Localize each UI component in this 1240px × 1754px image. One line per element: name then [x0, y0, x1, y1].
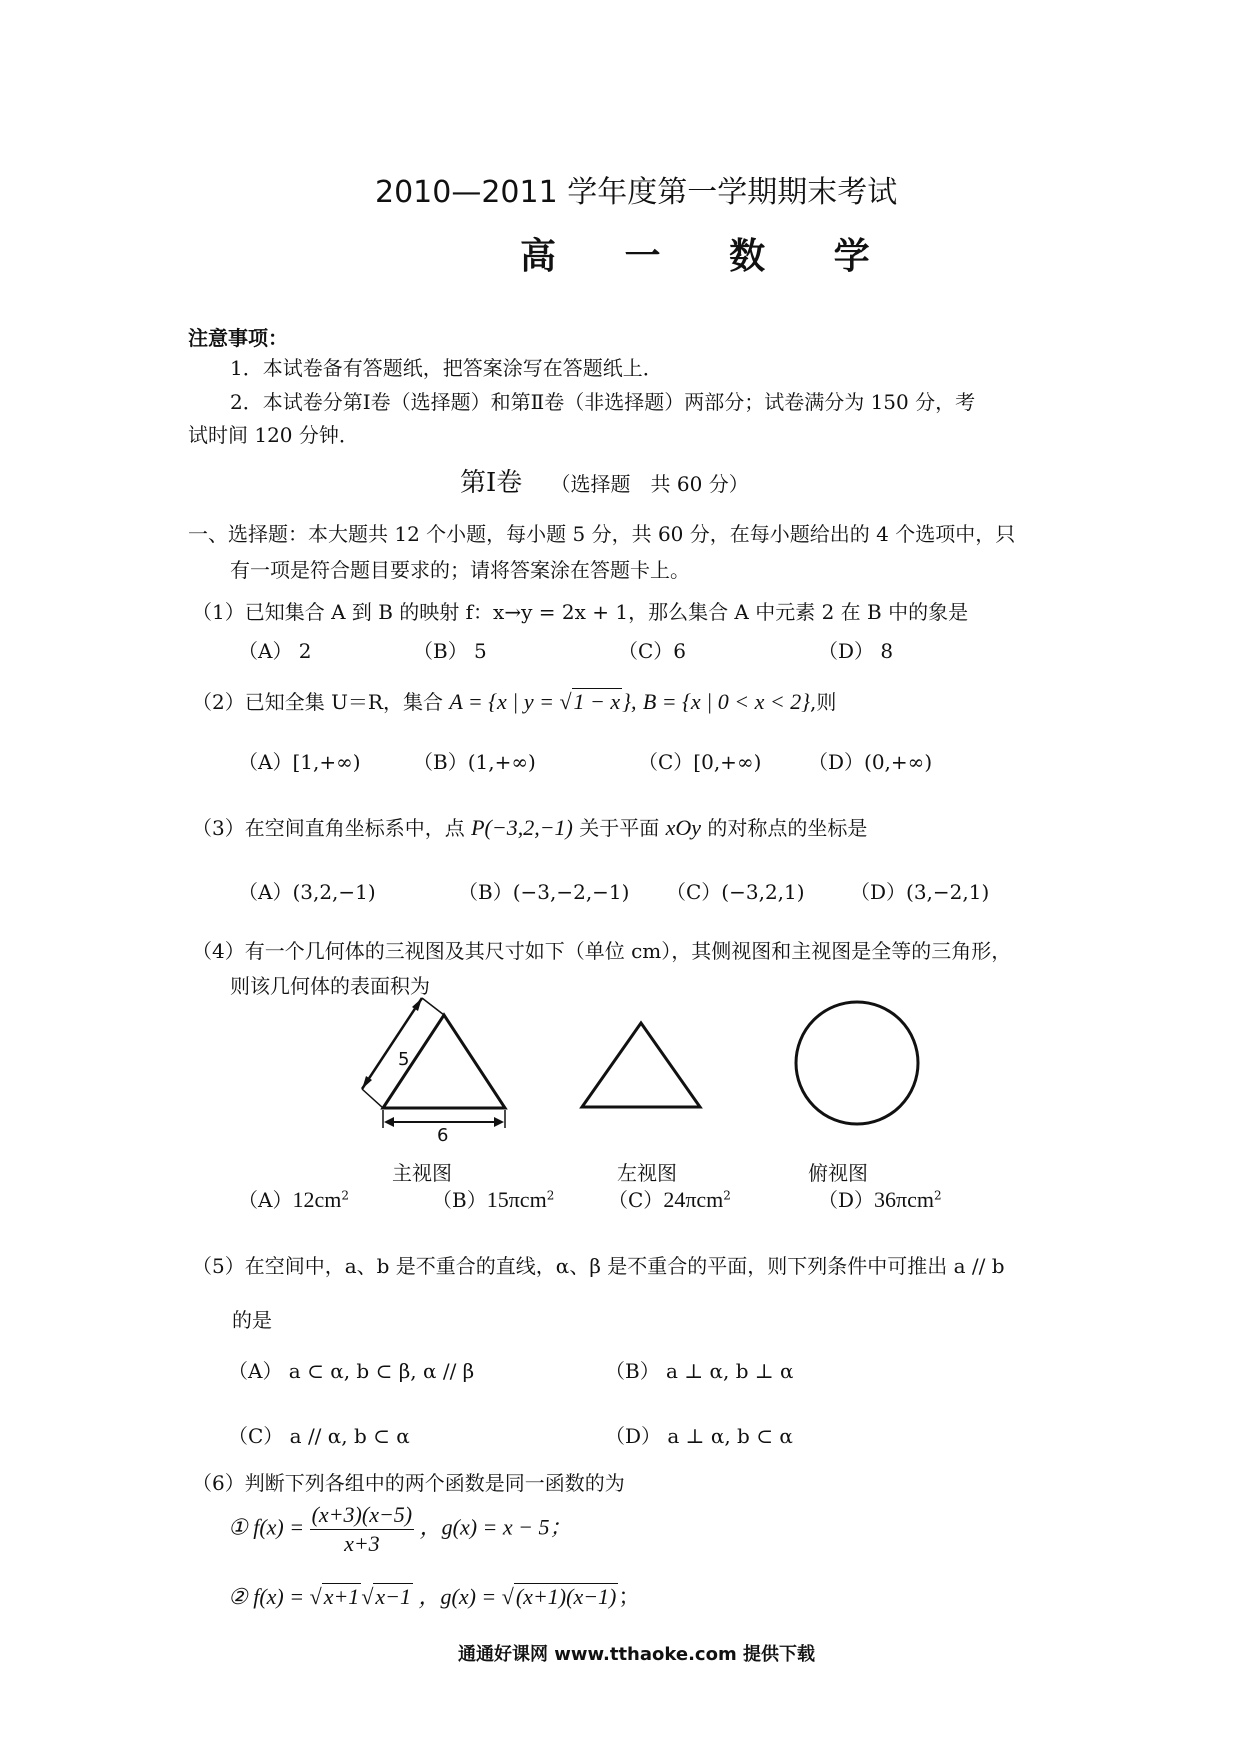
- extension-line-top: [422, 998, 444, 1015]
- question-2-stem: （2）已知全集 U＝R，集合 A = {x | y = √1 − x}, B = {x | 0 < x < 2},则: [192, 689, 837, 714]
- q4-option-c-value: 24πcm: [663, 1187, 724, 1212]
- q4-three-views-figure: [340, 995, 940, 1146]
- q3-option-a: （A）(3,2,−1): [238, 880, 376, 904]
- q4-option-b-sup: 2: [546, 1188, 555, 1203]
- q3-plane: xOy: [665, 815, 702, 840]
- question-6-stem: （6）判断下列各组中的两个函数是同一函数的为: [192, 1471, 625, 1495]
- q6-item1-fraction: [310, 1502, 415, 1557]
- q6-item2-prefix: ② f(x) =: [228, 1584, 305, 1609]
- q3-stem-prefix: （3）在空间直角坐标系中，点: [192, 816, 465, 840]
- arrow-head-left-icon: [384, 1117, 394, 1127]
- dimension-label-side: 5: [398, 1049, 410, 1070]
- part1-instructions: 一、选择题：本大题共 12 个小题，每小题 5 分，共 60 分，在每小题给出的 4 个选项中，只: [188, 522, 1016, 546]
- part1-instructions-cont: 有一项是符合题目要求的；请将答案涂在答题卡上。: [230, 558, 690, 582]
- q4-option-b-label: （B）: [432, 1188, 487, 1212]
- q6-item1-prefix: ① f(x) =: [228, 1514, 305, 1540]
- q2-option-b: （B）(1,+∞): [413, 750, 536, 774]
- q2-option-a: （A）[1,+∞): [238, 750, 361, 774]
- q2-set-a-close: },: [622, 689, 637, 714]
- q6-item1-denominator: x+3: [344, 1531, 380, 1556]
- view-label-left: 左视图: [617, 1161, 677, 1185]
- q6-item2-sqrt2: x−1: [375, 1584, 412, 1609]
- subject-title: 高 一 数 学: [520, 236, 898, 277]
- q5-option-d: （D） a ⊥ α, b ⊂ α: [605, 1424, 793, 1448]
- q3-option-b: （B）(−3,−2,−1): [458, 880, 630, 904]
- q6-item-2: ② f(x) = √x+1√x−1 ，g(x) = √(x+1)(x−1)；: [228, 1584, 641, 1609]
- q6-item1-suffix: ，g(x) = x − 5；: [419, 1514, 572, 1540]
- q3-point: P(−3,2,−1): [471, 815, 573, 840]
- q4-option-b: [432, 1184, 554, 1213]
- notice-item-2-cont: 试时间 120 分钟．: [188, 423, 359, 447]
- q2-option-c: （C）[0,+∞): [638, 750, 762, 774]
- section-title: [460, 462, 749, 499]
- q3-stem-mid: 关于平面: [579, 816, 660, 840]
- q6-item-1: [228, 1502, 572, 1557]
- q4-option-d-value: 36πcm: [874, 1187, 935, 1212]
- q6-item1-numerator: (x+3)(x−5): [310, 1502, 415, 1530]
- question-5-stem: （5）在空间中，a、b 是不重合的直线，α、β 是不重合的平面，则下列条件中可推出 a // b: [192, 1254, 1005, 1278]
- q4-option-c-label: （C）: [608, 1188, 664, 1212]
- q3-stem-suffix: 的对称点的坐标是: [707, 816, 868, 840]
- extension-line-bottom: [362, 1089, 383, 1108]
- question-5-stem-cont: 的是: [232, 1308, 272, 1332]
- q6-item2-suffix: ；: [618, 1584, 641, 1609]
- q4-option-a-label: （A）: [238, 1188, 293, 1212]
- q5-option-a: （A） a ⊂ α, b ⊂ β, α // β: [228, 1359, 475, 1383]
- view-label-top: 俯视图: [808, 1161, 868, 1185]
- question-3-stem: [192, 812, 867, 841]
- section-subtitle: （选择题 共 60 分）: [550, 472, 749, 496]
- q2-stem-prefix: （2）已知全集 U＝R，集合: [192, 690, 443, 714]
- question-4-stem-cont: 则该几何体的表面积为: [230, 974, 430, 998]
- q4-option-c: [608, 1184, 731, 1213]
- q2-stem-suffix: ,则: [810, 690, 837, 714]
- q4-option-a-sup: 2: [341, 1188, 349, 1203]
- q2-sqrt-arg: 1 − x: [573, 689, 621, 714]
- arrow-head-right-icon: [494, 1117, 504, 1127]
- q1-option-d: （D） 8: [818, 639, 894, 663]
- q6-item2-sqrt3: (x+1)(x−1): [515, 1584, 617, 1609]
- q4-option-a-value: 12cm: [292, 1187, 342, 1212]
- section-name: 第Ⅰ卷: [460, 468, 523, 498]
- q4-option-d: [818, 1184, 942, 1213]
- footer-credit: 通通好课网 www.tthaoke.com 提供下载: [458, 1644, 815, 1665]
- question-1-stem: （1）已知集合 A 到 B 的映射 f：x→y = 2x + 1，那么集合 A 中元素 2 在 B 中的象是: [192, 600, 969, 624]
- q4-option-a: [238, 1184, 349, 1213]
- q2-option-d: （D）(0,+∞): [808, 750, 933, 774]
- q1-option-b: （B） 5: [413, 639, 487, 663]
- q5-option-c: （C） a // α, b ⊂ α: [228, 1424, 410, 1448]
- left-view-triangle: [582, 1023, 700, 1107]
- notice-item-1: 1．本试卷备有答题纸，把答案涂写在答题纸上．: [230, 356, 663, 380]
- dimension-label-base: 6: [437, 1125, 449, 1146]
- dimension-line-side: [362, 998, 422, 1089]
- q1-option-a: （A） 2: [238, 639, 312, 663]
- q4-option-c-sup: 2: [723, 1188, 731, 1203]
- q4-option-d-label: （D）: [818, 1188, 875, 1212]
- q3-option-d: （D）(3,−2,1): [850, 880, 990, 904]
- notice-item-2: 2．本试卷分第Ⅰ卷（选择题）和第Ⅱ卷（非选择题）两部分；试卷满分为 150 分，考: [230, 390, 976, 414]
- q6-item2-sqrt1: x+1: [323, 1584, 360, 1609]
- top-view-circle: [796, 1002, 918, 1124]
- question-4-stem: （4）有一个几何体的三视图及其尺寸如下（单位 cm），其侧视图和主视图是全等的三角形，: [192, 939, 1012, 963]
- q1-option-c: （C）6: [618, 639, 687, 663]
- q2-set-a: A = {x | y =: [449, 689, 560, 714]
- exam-title: 2010—2011 学年度第一学期期末考试: [375, 175, 898, 210]
- q2-set-b: B = {x | 0 < x < 2}: [642, 689, 810, 714]
- q6-item2-mid: ，g(x) =: [418, 1584, 497, 1609]
- q4-option-b-value: 15πcm: [486, 1187, 547, 1212]
- view-label-front: 主视图: [392, 1161, 452, 1185]
- q3-option-c: （C）(−3,2,1): [666, 880, 805, 904]
- q5-option-b: （B） a ⊥ α, b ⊥ α: [605, 1359, 794, 1383]
- q4-option-d-sup: 2: [934, 1188, 942, 1203]
- notice-heading: 注意事项：: [188, 326, 288, 350]
